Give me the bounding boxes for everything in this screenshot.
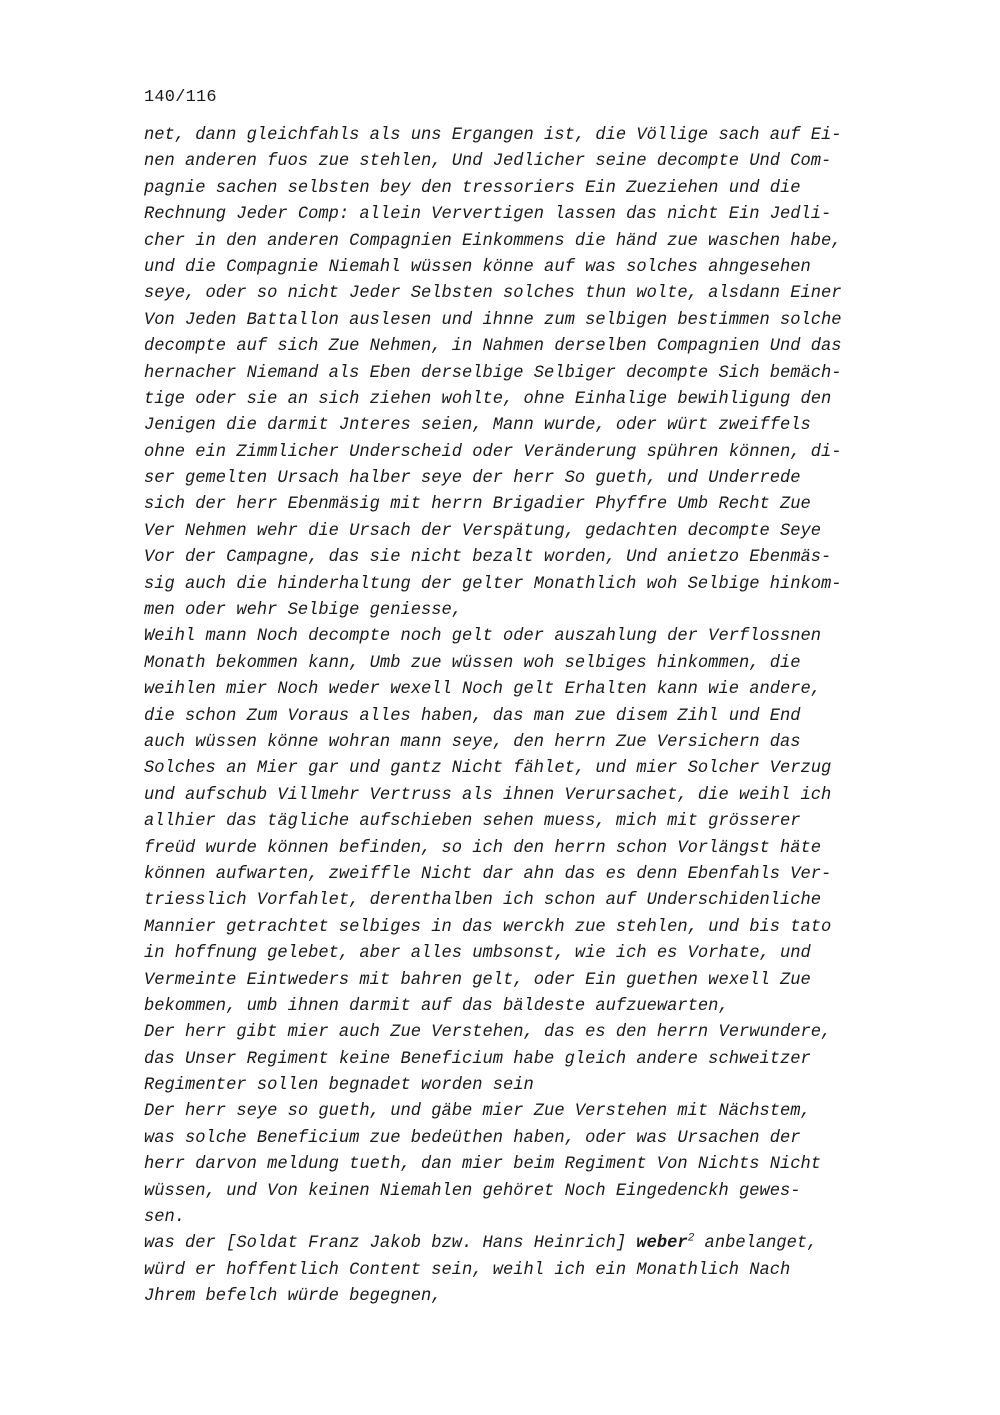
text-line: und die Compagnie Niemahl wüssen könne auf was solches ahngesehen [144, 257, 811, 277]
text-line: weihlen mier Noch weder wexell Noch gelt Erhalten kann wie andere, [144, 680, 822, 700]
text-line: herr darvon meldung tueth, dan mier beim Regiment Von Nichts Nicht [144, 1155, 822, 1175]
text-line: Weihl mann Noch decompte noch gelt oder auszahlung der Verflossnen [144, 627, 822, 647]
text-line: Rechnung Jeder Comp: allein Ververtigen lassen das nicht Ein Jedli- [144, 205, 832, 225]
text-line: Der herr gibt mier auch Zue Verstehen, das es den herrn Verwundere, [144, 1023, 832, 1043]
text-line: die schon Zum Voraus alles haben, das man zue disem Zihl und End [144, 706, 801, 726]
text-line: nen anderen fuos zue stehlen, Und Jedlicher seine decompte Und Com- [144, 152, 832, 172]
text-line: cher in den anderen Compagnien Einkommens die händ zue waschen habe, [144, 231, 842, 251]
text-line: können aufwarten, zweiffle Nicht dar ahn das es denn Ebenfahls Ver- [144, 864, 832, 884]
text-line: in hoffnung gelebet, aber alles umbsonst, wie ich es Vorhate, und [144, 944, 811, 964]
text-line: Der herr seye so gueth, und gäbe mier Zue Verstehen mit Nächstem, [144, 1102, 811, 1122]
page-number: 140/116 [144, 88, 217, 107]
text-line: Vermeinte Eintweders mit bahren gelt, oder Ein guethen wexell Zue [144, 970, 811, 990]
text-line: allhier das tägliche aufschieben sehen muess, mich mit grösserer [144, 812, 801, 832]
weber-name: weber [636, 1234, 688, 1254]
weber-line-before: was der [Soldat Franz Jakob bzw. Hans Heinrich] [144, 1234, 637, 1254]
text-line: Ver Nehmen wehr die Ursach der Verspätung, gedachten decompte Seye [144, 521, 822, 541]
text-line: Vor der Campagne, das sie nicht bezalt worden, Und anietzo Ebenmäs- [144, 548, 832, 568]
text-line: auch wüssen könne wohran mann seye, den herrn Zue Versichern das [144, 732, 801, 752]
text-line: Monath bekommen kann, Umb zue wüssen woh selbiges hinkommen, die [144, 653, 801, 673]
text-line: Von Jeden Battallon auslesen und ihnne zum selbigen bestimmen solche [144, 310, 842, 330]
text-line: net, dann gleichfahls als uns Ergangen ist, die Völlige sach auf Ei- [144, 126, 842, 145]
text-line-weber [144, 1231, 924, 1257]
text-line: ser gemelten Ursach halber seye der herr So gueth, und Underrede [144, 469, 801, 489]
text-line: Solches an Mier gar und gantz Nicht fählet, und mier Solcher Verzug [144, 759, 832, 779]
text-line: men oder wehr Selbige geniesse, [144, 601, 462, 621]
text-line: würd er hoffentlich Content sein, weihl ich ein Monathlich Nach [144, 1260, 791, 1280]
text-line: decompte auf sich Zue Nehmen, in Nahmen derselben Compagnien Und das [144, 337, 842, 357]
letter-text [144, 123, 924, 1311]
text-line: sich der herr Ebenmäsig mit herrn Brigadier Phyffre Umb Recht Zue [144, 495, 811, 515]
text-line: tige oder sie an sich ziehen wohlte, ohne Einhalige bewihligung den [144, 389, 832, 409]
text-line: Regimenter sollen begnadet worden sein [144, 1076, 534, 1096]
text-line: Mannier getrachtet selbiges in das werckh zue stehlen, und bis tato [144, 917, 832, 937]
body-lines [144, 123, 924, 1231]
text-line: was solche Beneficium zue bedeüthen haben, oder was Ursachen der [144, 1128, 801, 1148]
text-line: pagnie sachen selbsten bey den tressoriers Ein Zueziehen und die [144, 178, 801, 198]
text-line: freüd wurde können befinden, so ich den herrn schon Vorlängst häte [144, 838, 822, 858]
text-line: das Unser Regiment keine Beneficium habe gleich andere schweitzer [144, 1049, 811, 1069]
text-line: Jhrem befelch würde begegnen, [144, 1287, 442, 1307]
closing-lines [144, 1258, 924, 1311]
text-line: und aufschub Villmehr Vertruss als ihnen Verursachet, die weihl ich [144, 785, 832, 805]
text-line: bekommen, umb ihnen darmit auf das bäldeste aufzuewarten, [144, 996, 729, 1016]
text-line: wüssen, und Von keinen Niemahlen gehöret Noch Eingedenckh gewes- [144, 1181, 801, 1201]
weber-line-after: anbelanget, [694, 1234, 818, 1254]
text-line: sig auch die hinderhaltung der gelter Monathlich woh Selbige hinkom- [144, 574, 842, 594]
text-line: sen. [144, 1208, 186, 1228]
text-line: ohne ein Zimmlicher Underscheid oder Veränderung spühren können, di- [144, 442, 842, 462]
text-line: seye, oder so nicht Jeder Selbsten solches thun wolte, alsdann Einer [144, 284, 842, 304]
text-line: hernacher Niemand als Eben derselbige Selbiger decompte Sich bemäch- [144, 363, 842, 383]
footnote-marker: 2 [687, 1232, 695, 1245]
text-line: Jenigen die darmit Jnteres seien, Mann wurde, oder würt zweiffels [144, 416, 811, 436]
text-line: triesslich Vorfahlet, derenthalben ich schon auf Underschidenliche [144, 891, 822, 911]
